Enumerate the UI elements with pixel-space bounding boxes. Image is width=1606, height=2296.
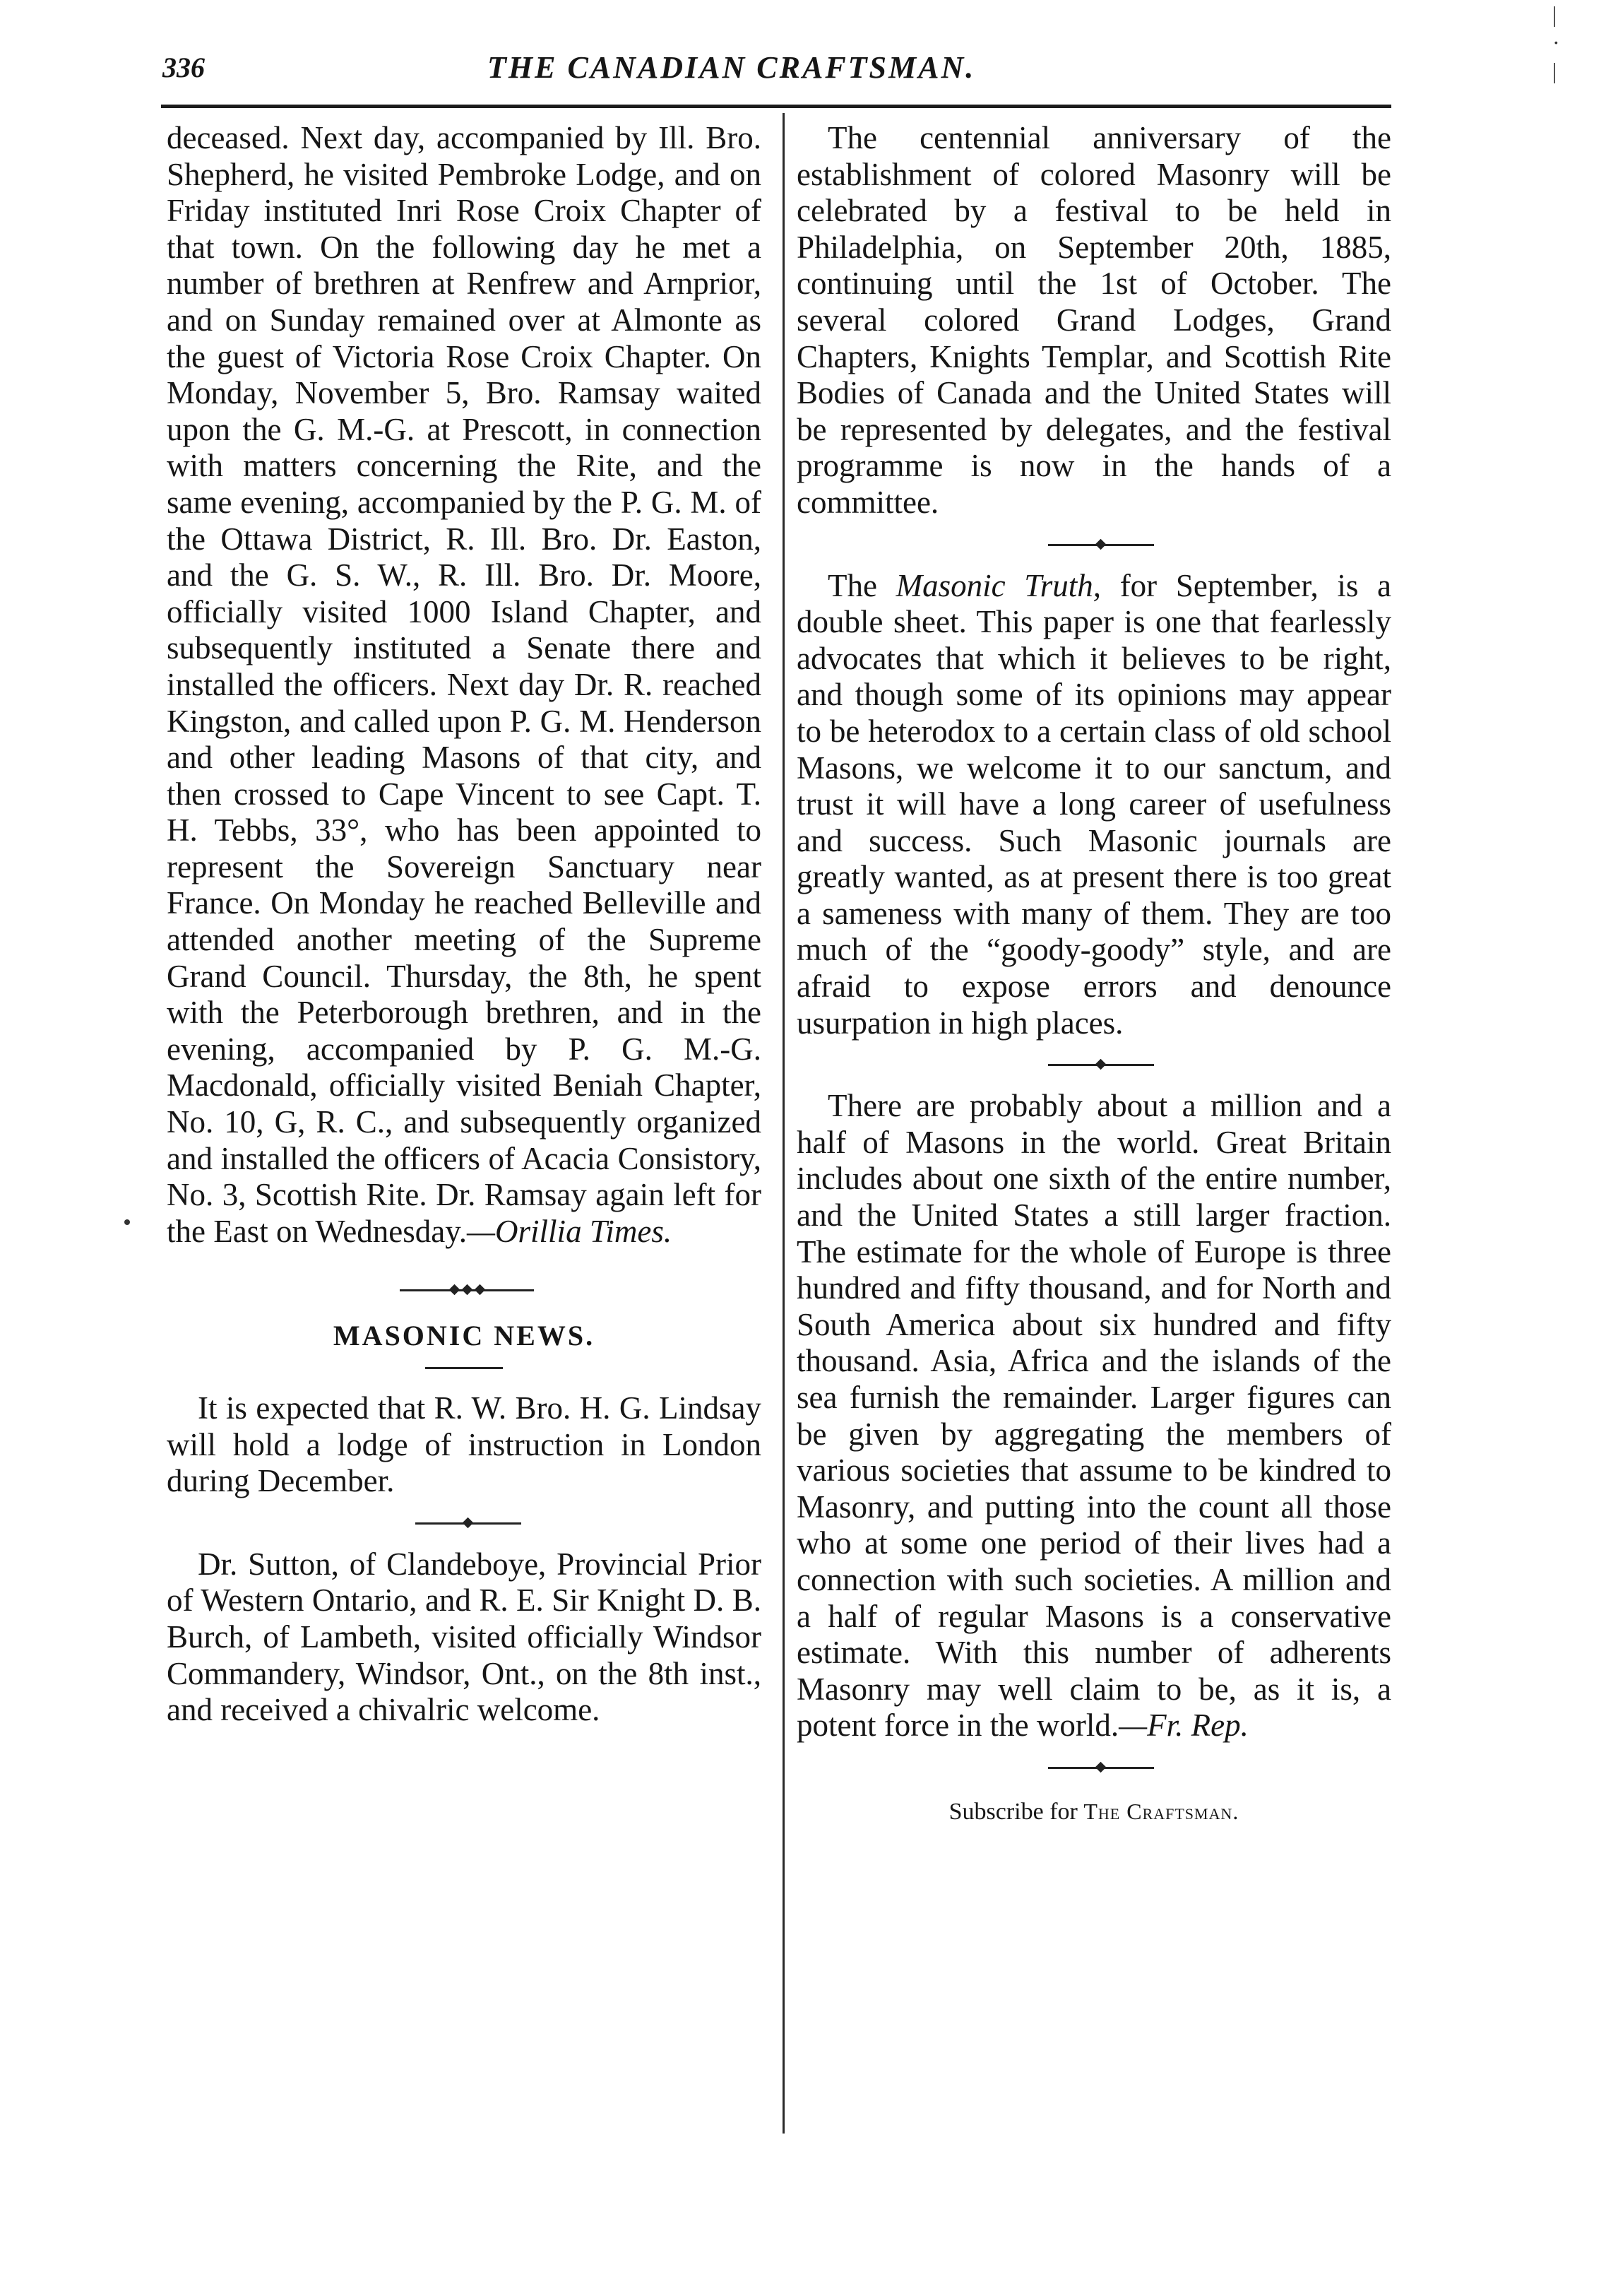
article-text: deceased. Next day, accompanied by Ill. Bro. Shepherd, he visited Pembroke Lodge, and on Friday instituted Inri Rose Croix Chapter of that town. On the following day he met a number of brethren at Renfrew and Arnprior, and on Sunday remained over at Almonte as the guest of Victoria Rose Croix Chapter. On Monday, November 5, Bro. Ramsay waited upon the G. M.-G. at Prescott, in connection with matters concerning the Rite, and the same evening, accompanied by the P. G. M. of the Ottawa District, R. Ill. Bro. Dr. Easton, and the G. S. W., R. Ill. Bro. Dr. Moore, officially visited 1000 Island Chapter, and subsequently instituted a Senate there and installed the officers. Next day Dr. R. reached Kingston, and called upon P. G. M. Henderson and other leading Masons of that city, and then crossed to Cape Vincent to see Capt. T. H. Tebbs, 33°, who has been appointed to represent the Sovereign Sanctuary near France. On Monday he reached Belleville and attended another meeting of the Supreme Grand Council. Thursday, the 8th, he spent with the Peterborough brethren, and in the evening, accompanied by P. G. M.-G. Macdonald, officially visited Beniah Chapter, No. 10, G, R. C., and subsequently organized and installed the officers of Acacia Consistory, No. 3, Scottish Rite. Dr. Ramsay again left for the East on Wednesday. [167, 120, 761, 1249]
margin-dot [124, 1219, 130, 1225]
section-heading: MASONIC NEWS. [333, 1320, 595, 1352]
ornamental-separator [797, 1041, 1391, 1088]
left-column [167, 120, 761, 1729]
subscribe-lead: Subscribe for [948, 1798, 1084, 1825]
ornamental-separator [167, 1500, 761, 1546]
article-source: —Fr. Rep. [1119, 1708, 1249, 1744]
news-paragraph: It is expected that R. W. Bro. H. G. Lindsay will hold a lodge of instruction in London during December. [167, 1390, 761, 1499]
running-head [162, 42, 1391, 99]
ornamental-separator [797, 1744, 1391, 1791]
news-paragraph: Dr. Sutton, of Clandeboye, Provincial Prior of Western Ontario, and R. E. Sir Knight D. B. Burch, of Lambeth, visited officially Windsor Commandery, Windsor, Ont., on the 8th inst., and received a chivalric welcome. [167, 1546, 761, 1728]
margin-scan-marks: | · | [1552, 1, 1560, 83]
subscribe-note [797, 1794, 1391, 1830]
page-number: 336 [162, 52, 205, 83]
right-column [797, 120, 1391, 1830]
column-divider [783, 113, 785, 2134]
article-text: There are probably about a million and a half of Masons in the world. Great Britain includes about one sixth of the entire number, and the United States a still larger fraction. The estimate for the whole of Europe is three hundred and fifty thousand, and for North and South America about six hundred and fifty thousand. Asia, Africa and the islands of the sea furnish the remainder. Larger figures can be given by aggregating the members of various societies that assume to be kindred to Masonry, and putting into the count all those who at some one period of their lives had a connection with such societies. A million and a half of regular Masons is a conservative estimate. With this number of adherents Masonry may well claim to be, as it is, a potent force in the world. [797, 1088, 1391, 1744]
news-paragraph [797, 1088, 1391, 1744]
periodical-title: Masonic Truth, [896, 567, 1102, 603]
subscribe-title: The Craftsman. [1083, 1798, 1239, 1824]
ornamental-separator [167, 1267, 761, 1313]
journal-title: THE CANADIAN CRAFTSMAN. [487, 50, 976, 85]
text-lead: The [828, 567, 896, 603]
header-rule [161, 105, 1391, 108]
news-paragraph: The centennial anniversary of the establishment of colored Masonry will be celebrated by a festival to be held in Philadelphia, on September 20th, 1885, continuing until the 1st of October. The several colored Grand Lodges, Grand Chapters, Knights Templar, and Scottish Rite Bodies of Canada and the United States will be represented by delegates, and the festival programme is now in the hands of a committee. [797, 120, 1391, 520]
text-rest: for September, is a double sheet. This paper is one that fearlessly advocates that which it believes to be right, and though some of its opinions may appear to be heterodox to a certain class of old school Masons, we welcome it to our sanctum, and trust it will have a long career of usefulness and success. Such Masonic journals are greatly wanted, as at present there is too great a sameness with many of them. They are too much of the “goody-goody” style, and are afraid to expose errors and denounce usurpation in high places. [797, 567, 1391, 1041]
heading-rule [425, 1367, 503, 1369]
article-source: —Orillia Times. [467, 1213, 672, 1249]
article-paragraph [167, 120, 761, 1250]
ornamental-separator [797, 521, 1391, 568]
news-paragraph [797, 568, 1391, 1042]
